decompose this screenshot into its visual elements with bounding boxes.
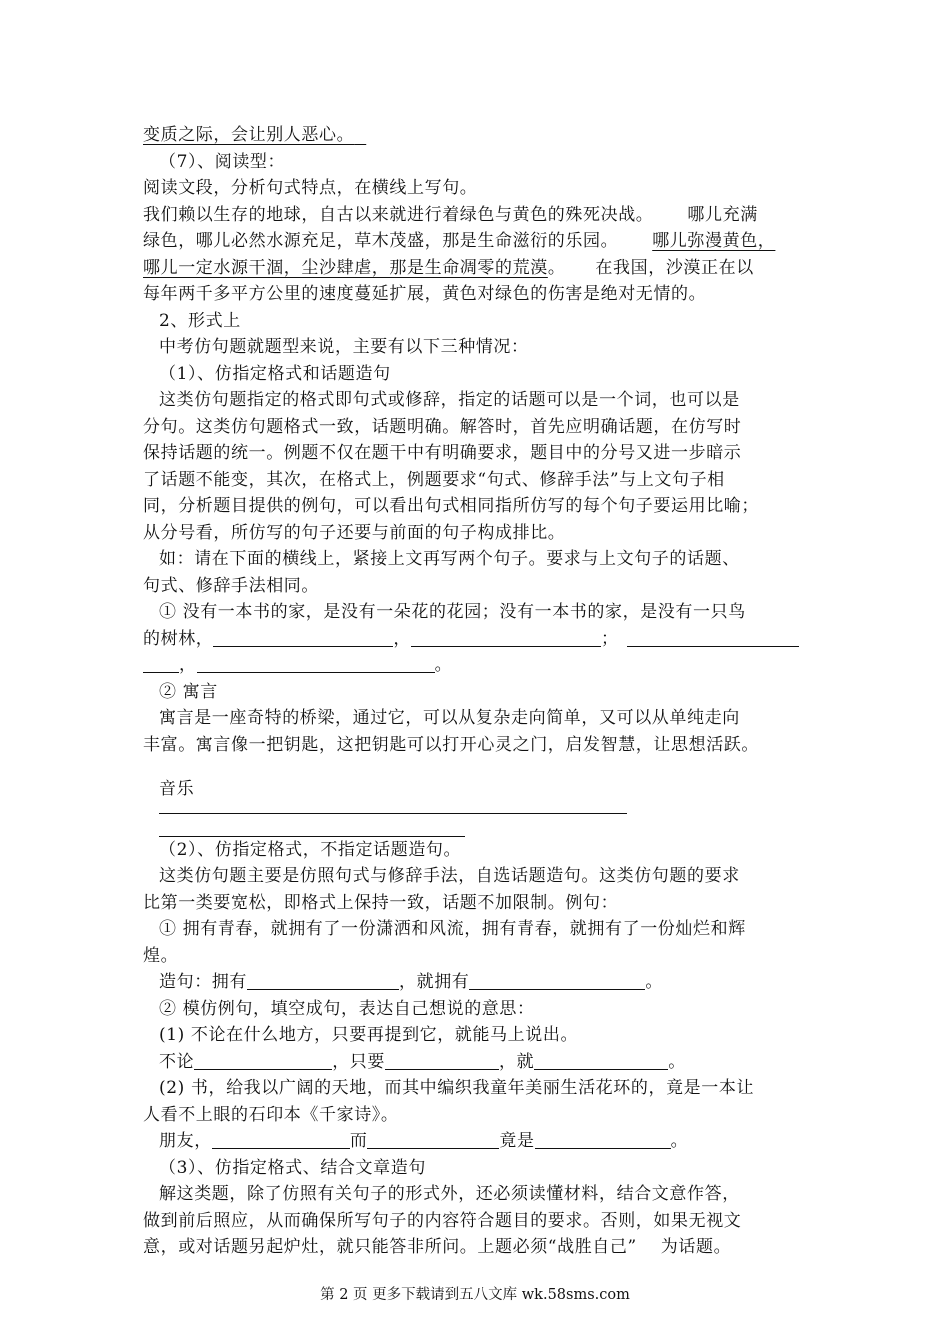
underlined-text: 变质之际，会让别人恶心。 [143,125,355,145]
answer-line[interactable] [159,814,465,837]
text-line: 了话题不能变，其次，在格式上，例题要求“句式、修辞手法”与上文句子相 [143,469,725,490]
answer-blank[interactable] [212,1129,350,1149]
text-line: (2) 书，给我以广阔的天地，而其中编织我童年美丽生活花环的，竟是一本让 [159,1078,755,1098]
text-line: 音乐 [159,779,195,799]
text-line: 句式、修辞手法相同。 [143,575,319,596]
text-line: 绿色，哪儿必然水源充足，草木茂盛，那是生命滋衍的乐园。 哪儿弥漫黄色， [143,231,776,251]
answer-blank[interactable] [627,627,799,647]
fill-blank-line: 朋友， 而 竟是 。 [159,1131,689,1151]
text-line: (1) 不论在什么地方，只要再提到它，就能马上说出。 [159,1025,579,1045]
answer-blank[interactable] [367,1129,499,1149]
section-heading: （7）、阅读型： [159,151,286,172]
text-line: 丰富。寓言像一把钥匙，这把钥匙可以打开心灵之门，启发智慧，让思想活跃。 [143,734,759,755]
text-line [143,122,815,149]
answer-blank[interactable] [385,1050,499,1070]
section-heading: （1）、仿指定格式和话题造句 [159,363,391,384]
text-line: ① 没有一本书的家，是没有一朵花的花园；没有一本书的家，是没有一只鸟 [159,602,746,622]
answer-blank[interactable] [247,970,399,990]
underlined-text: 哪儿弥漫黄色， [652,231,776,251]
text-line: 中考仿句题就题型来说，主要有以下三种情况： [159,337,529,357]
text-line: 做到前后照应，从而确保所写句子的内容符合题目的要求。否则，如果无视文 [143,1210,742,1231]
text-line: 同，分析题目提供的例句，可以看出句式相同指所仿写的每个句子要运用比喻； [143,496,759,516]
text-line: ① 拥有青春，就拥有了一份潇洒和风流，拥有青春，就拥有了一份灿烂和辉 [159,919,746,939]
text-line: 这类仿句题主要是仿照句式与修辞手法，自选话题造句。这类仿句题的要求 [159,866,740,886]
fill-blank-line: 造句：拥有 ，就拥有 。 [159,972,664,992]
text-line: 人看不上眼的石印本《千家诗》。 [143,1104,399,1125]
fill-blank-line: 不论 ，只要 ，就 。 [159,1051,686,1072]
answer-blank[interactable] [213,627,393,647]
fill-blank-line: 的树林， ， ； [143,626,815,653]
underlined-text: 哪儿一定水源干涸，尘沙肆虐，那是生命凋零的荒漠 [143,257,548,278]
text-line: 我们赖以生存的地球，自古以来就进行着绿色与黄色的殊死决战。 哪儿充满 [143,204,758,225]
answer-line[interactable] [159,803,627,814]
text-line: 从分号看，所仿写的句子还要与前面的句子构成排比。 [143,522,566,543]
section-heading: （3）、仿指定格式、结合文章造句 [159,1157,426,1178]
text-line: ② 寓言 [159,681,218,702]
fill-blank-line: ， 。 [143,652,815,679]
text-line: 保持话题的统一。例题不仅在题干中有明确要求，题目中的分号又进一步暗示 [143,443,742,463]
text-line: 分句。这类仿句题格式一致，话题明确。解答时，首先应明确话题，在仿写时 [143,416,742,437]
text-line: 比第一类要宽松，即格式上保持一致，话题不加限制。例句： [143,892,619,913]
answer-blank[interactable] [197,653,435,673]
answer-blank[interactable] [469,970,645,990]
text-line: 这类仿句题指定的格式即句式或修辞，指定的话题可以是一个词，也可以是 [159,390,740,410]
answer-blank[interactable] [534,1050,668,1070]
text-line: 如：请在下面的横线上，紧接上文再写两个句子。要求与上文句子的话题、 [159,549,740,569]
text-line: 哪儿一定水源干涸，尘沙肆虐，那是生命凋零的荒漠。 在我国，沙漠正在以 [143,257,754,278]
text-line: 阅读文段，分析句式特点，在横线上写句。 [143,178,478,198]
text-line: 解这类题，除了仿照有关句子的形式外，还必须读懂材料，结合文意作答， [159,1184,740,1204]
section-heading: 2、形式上 [159,310,241,331]
answer-blank[interactable] [535,1129,671,1149]
text-line: 寓言是一座奇特的桥梁，通过它，可以从复杂走向简单，又可以从单纯走向 [159,708,740,728]
section-heading: （2）、仿指定格式，不指定话题造句。 [159,839,462,860]
document-body [143,122,815,1261]
text-line: 意，或对话题另起炉灶，就只能答非所问。上题必须“战胜自己” 为话题。 [143,1237,732,1257]
answer-blank[interactable] [194,1050,332,1070]
text-line: ② 模仿例句，填空成句，表达自己想说的意思： [159,998,535,1019]
text-line: 煌。 [143,945,179,966]
answer-blank[interactable] [411,627,601,647]
text-line: 每年两千多平方公里的速度蔓延扩展，黄色对绿色的伤害是绝对无情的。 [143,284,707,304]
answer-blank[interactable] [143,653,179,673]
page-footer: 第 2 页 更多下载请到五八文库 wk.58sms.com [320,1287,630,1303]
